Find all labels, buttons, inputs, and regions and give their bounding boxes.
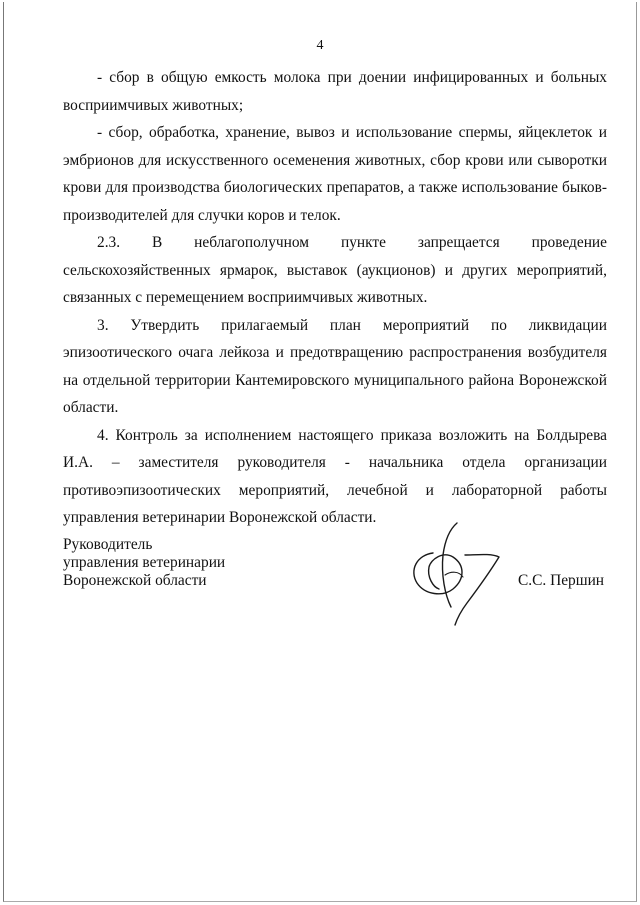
page-number: 4: [316, 38, 324, 53]
paragraph-sperm-collection: - сбор, обработка, хранение, вывоз и использование спермы, яйцеклеток и эмбрионов для искусственного осеменения животных, сбор крови или сыворотки крови для производства биологических препаратов, а также использование быков-производителей для случки коров и телок.: [63, 124, 607, 224]
position-line-3: Воронежской области: [63, 572, 207, 589]
paragraph-milk-collection: - сбор в общую емкость молока при доении инфицированных и больных восприимчивых животных;: [63, 69, 607, 114]
signatory-name: С.С. Першин: [518, 572, 605, 589]
paragraph-2-3-prohibition: 2.3. В неблагополучном пункте запрещается проведение сельскохозяйственных ярмарок, выставок (аукционов) и других мероприятий, связанных с перемещением восприимчивых животных.: [63, 234, 607, 306]
handwritten-signature: [395, 515, 520, 630]
paragraph-3-approve-plan: 3. Утвердить прилагаемый план мероприятий по ликвидации эпизоотического очага лейкоза и предотвращению распространения возбудителя на отдельной территории Кантемировского муниципального района Воронежской области.: [63, 316, 607, 416]
document-body: [63, 64, 607, 532]
signatory-position: [63, 536, 225, 590]
position-line-2: управления ветеринарии: [63, 554, 226, 571]
position-line-1: Руководитель: [63, 536, 153, 553]
paragraph-4-control: 4. Контроль за исполнением настоящего приказа возложить на Болдырева И.А. – заместителя руководителя - начальника отдела организации противоэпизоотических мероприятий, лечебной и лабораторной работы управления ветеринарии Воронежской области.: [63, 426, 607, 526]
